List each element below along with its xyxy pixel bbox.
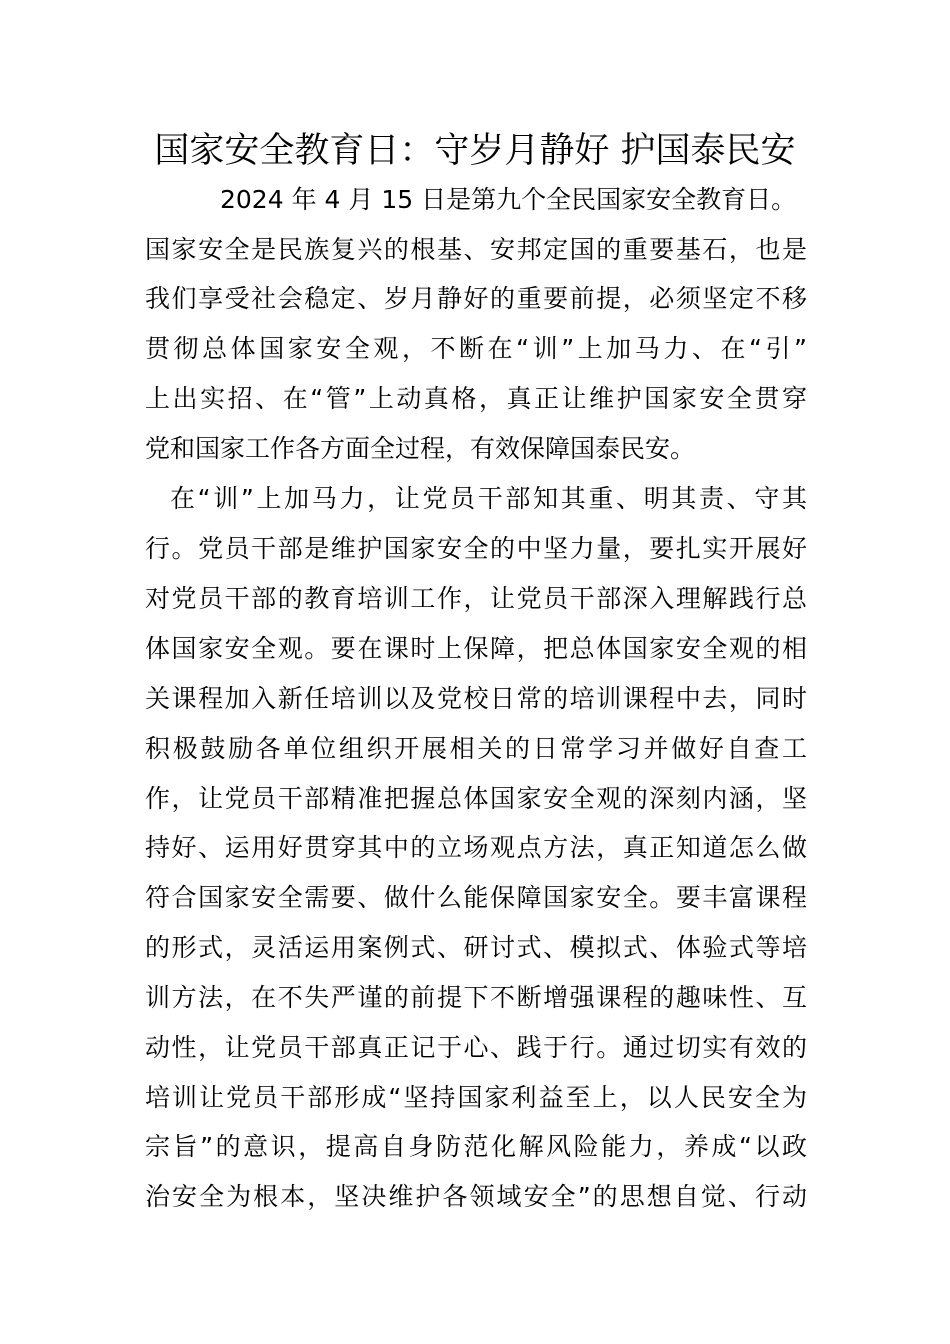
paragraph-1-line-5: 上出实招、在“管”上动真格，真正让维护国家安全贯穿 [145,384,807,413]
paragraph-2-line-12: 动性，让党员干部真正记于心、践于行。通过切实有效的 [145,1033,807,1062]
paragraph-2-line-13: 培训让党员干部形成“坚持国家利益至上，以人民安全为 [145,1083,807,1112]
paragraph-2-line-9: 符合国家安全需要、做什么能保障国家安全。要丰富课程 [145,883,807,912]
paragraph-1-line-1: 2024 年 4 月 15 日是第九个全民国家安全教育日。 [220,185,797,214]
paragraph-2-line-11: 训方法，在不失严谨的前提下不断增强课程的趣味性、互 [145,983,807,1012]
paragraph-1-line-4: 贯彻总体国家安全观，不断在“训”上加马力、在“引” [145,334,807,363]
paragraph-2-line-7: 作，让党员干部精准把握总体国家安全观的深刻内涵，坚 [145,784,807,813]
paragraph-1-line-6: 党和国家工作各方面全过程，有效保障国泰民安。 [145,434,696,463]
paragraph-2-line-1: 在“训”上加马力，让党员干部知其重、明其责、守其 [170,484,807,513]
paragraph-2-line-5: 关课程加入新任培训以及党校日常的培训课程中去，同时 [145,684,807,713]
paragraph-2-line-6: 积极鼓励各单位组织开展相关的日常学习并做好自查工 [145,734,807,763]
paragraph-2-line-15: 治安全为根本，坚决维护各领域安全”的思想自觉、行动 [145,1182,807,1211]
paragraph-1-line-3: 我们享受社会稳定、岁月静好的重要前提，必须坚定不移 [145,284,807,313]
paragraph-2-line-3: 对党员干部的教育培训工作，让党员干部深入理解践行总 [145,584,807,613]
paragraph-2-line-8: 持好、运用好贯穿其中的立场观点方法，真正知道怎么做 [145,833,807,862]
paragraph-2-line-2: 行。党员干部是维护国家安全的中坚力量，要扎实开展好 [145,534,807,563]
paragraph-2-line-4: 体国家安全观。要在课时上保障，把总体国家安全观的相 [145,634,807,663]
paragraph-2-line-10: 的形式，灵活运用案例式、研讨式、模拟式、体验式等培 [145,933,807,962]
document-title: 国家安全教育日：守岁月静好 护国泰民安 [154,131,796,171]
paragraph-2-line-14: 宗旨”的意识，提高自身防范化解风险能力，养成“以政 [145,1132,807,1161]
paragraph-1-line-2: 国家安全是民族复兴的根基、安邦定国的重要基石，也是 [145,235,807,264]
